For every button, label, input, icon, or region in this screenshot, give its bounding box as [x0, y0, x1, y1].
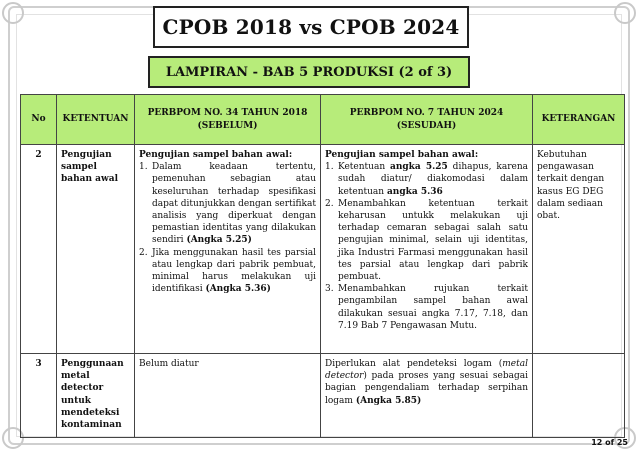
- list-item: [139, 161, 316, 246]
- page-subtitle: LAMPIRAN - BAB 5 PRODUKSI (2 of 3): [165, 64, 453, 80]
- table-row: [21, 145, 625, 354]
- header-ketentuan: KETENTUAN: [57, 95, 135, 145]
- before-heading: Pengujian sampel bahan awal:: [139, 150, 293, 160]
- list-number: 2.: [139, 247, 148, 258]
- list-number: 2.: [325, 198, 334, 209]
- header-keterangan: KETERANGAN: [533, 95, 625, 145]
- list-item: [139, 247, 316, 296]
- list-text: Dalam keadaan tertentu, pemenuhan sebagian atau keseluruhan terhadap spesifikasi dapat ditunjukkan dengan sertifikat analisis yang diperkuat dengan pemastian identitas yang dilakukan sendiri (Angka 5.25): [152, 162, 316, 246]
- list-item: [325, 161, 528, 198]
- row-before-cell: [135, 145, 321, 354]
- header-no: No: [21, 95, 57, 145]
- list-text: Menambahkan rujukan terkait pengambilan sampel bahan awal dilakukan sesuai angka 7.17, 7.18, dan 7.19 Bab 7 Pengawasan Mutu.: [338, 284, 528, 331]
- table-header-row: [21, 95, 625, 145]
- row-after-cell: Diperlukan alat pendeteksi logam (metal detector) pada proses yang sesuai sebagai bagian pengendaliam terhadap serpihan logam (Angka 5.85): [321, 354, 533, 438]
- list-number: 3.: [325, 284, 334, 295]
- list-item: [325, 283, 528, 332]
- header-after: PERBPOM NO. 7 TAHUN 2024 (SESUDAH): [321, 95, 533, 145]
- row-ketentuan: Penggunaan metal detector untuk mendeteksi kontaminan: [57, 354, 135, 438]
- subtitle-box: [148, 56, 470, 88]
- after-list: [325, 161, 528, 332]
- list-text: Ketentuan angka 5.25 dihapus, karena sudah diatur/ diakomodasi dalam ketentuan angka 5.36: [338, 162, 529, 197]
- row-before-cell: Belum diatur: [135, 354, 321, 438]
- row-after-cell: [321, 145, 533, 354]
- list-number: 1.: [139, 162, 148, 173]
- list-text: Menambahkan ketentuan terkait keharusan untukk melakukan uji terhadap cemaran sebagai salah satu pengujian minimal, selain uji identitas, jika Industri Farmasi menggunakan hasil tes parsial atau lengkap dari pabrik pembuat.: [338, 198, 528, 283]
- list-item: [325, 198, 528, 283]
- table-row: [21, 354, 625, 438]
- corner-ornament-top-left: [2, 2, 24, 24]
- title-box: [153, 6, 469, 48]
- list-number: 1.: [325, 162, 334, 173]
- row-ketentuan: Pengujian sampel bahan awal: [57, 145, 135, 354]
- row-number: 2: [21, 145, 57, 354]
- page-number: 12 of 25: [591, 438, 628, 447]
- header-before: PERBPOM NO. 34 TAHUN 2018 (SEBELUM): [135, 95, 321, 145]
- before-list: [139, 161, 316, 295]
- row-keterangan: [533, 354, 625, 438]
- corner-ornament-top-right: [614, 2, 636, 24]
- list-text: Jika menggunakan hasil tes parsial atau lengkap dari pabrik pembuat, minimal harus melakukan uji identifikasi (Angka 5.36): [152, 247, 316, 295]
- row-keterangan: Kebutuhan pengawasan terkait dengan kasus EG DEG dalam sediaan obat.: [533, 145, 625, 354]
- after-heading: Pengujian sampel bahan awal:: [325, 150, 479, 160]
- page-title: CPOB 2018 vs CPOB 2024: [162, 15, 460, 39]
- row-number: 3: [21, 354, 57, 438]
- comparison-table: [20, 94, 625, 438]
